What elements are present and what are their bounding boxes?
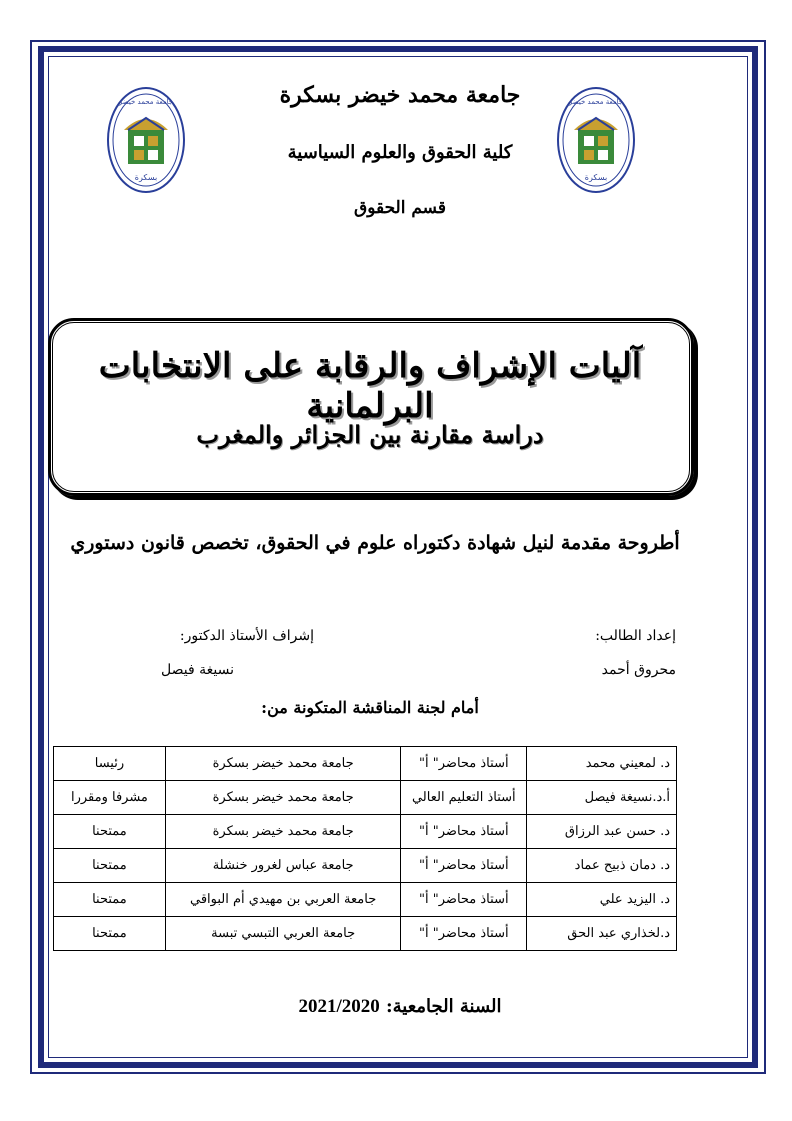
- thesis-subtitle: دراسة مقارنة بين الجزائر والمغرب: [196, 420, 544, 449]
- faculty-name: كلية الحقوق والعلوم السياسية: [287, 142, 513, 163]
- member-role: ممتحنا: [54, 917, 166, 951]
- supervisor-name: نسيغة فيصل: [161, 662, 234, 678]
- student-label: إعداد الطالب:: [595, 628, 676, 644]
- member-rank: أستاذ محاضر" أ": [401, 883, 527, 917]
- member-rank: أستاذ محاضر" أ": [401, 747, 527, 781]
- logo-caption-top: جامعة محمد خيضر: [568, 98, 624, 106]
- table-row: [54, 883, 677, 917]
- academic-year: [200, 996, 600, 1018]
- committee-title: أمام لجنة المناقشة المتكونة من:: [261, 698, 479, 717]
- member-role: رئيسا: [54, 747, 166, 781]
- committee-table: [53, 746, 677, 951]
- member-role: ممتحنا: [54, 815, 166, 849]
- member-name: أ.د.نسيغة فيصل: [527, 781, 677, 815]
- member-rank: أستاذ محاضر" أ": [401, 815, 527, 849]
- member-role: ممتحنا: [54, 849, 166, 883]
- table-row: [54, 815, 677, 849]
- logo-caption-top: جامعة محمد خيضر: [118, 98, 174, 106]
- table-row: [54, 849, 677, 883]
- member-university: جامعة العربي التبسي تبسة: [165, 917, 401, 951]
- table-row: [54, 917, 677, 951]
- member-university: جامعة محمد خيضر بسكرة: [165, 815, 401, 849]
- academic-year-label: السنة الجامعية:: [386, 996, 502, 1017]
- department-name: قسم الحقوق: [354, 198, 446, 218]
- member-name: د. حسن عبد الرزاق: [527, 815, 677, 849]
- thesis-statement: أطروحة مقدمة لنيل شهادة دكتوراه علوم في الحقوق، تخصص قانون دستوري: [70, 532, 680, 554]
- member-name: د. لمعيني محمد: [527, 747, 677, 781]
- thesis-title: آليات الإشراف والرقابة على الانتخابات البرلمانية: [98, 346, 642, 426]
- university-name: جامعة محمد خيضر بسكرة: [279, 82, 521, 108]
- member-role: مشرفا ومقررا: [54, 781, 166, 815]
- member-rank: أستاذ محاضر" أ": [401, 849, 527, 883]
- member-rank: أستاذ محاضر" أ": [401, 917, 527, 951]
- logo-caption-bottom: بسكرة: [134, 173, 158, 182]
- student-name: محروق أحمد: [601, 662, 676, 678]
- member-university: جامعة عباس لغرور خنشلة: [165, 849, 401, 883]
- member-name: د. دمان ذبيح عماد: [527, 849, 677, 883]
- member-name: د.لخذاري عبد الحق: [527, 917, 677, 951]
- member-university: جامعة محمد خيضر بسكرة: [165, 747, 401, 781]
- member-name: د. اليزيد علي: [527, 883, 677, 917]
- member-rank: أستاذ التعليم العالي: [401, 781, 527, 815]
- member-university: جامعة العربي بن مهيدي أم البواقي: [165, 883, 401, 917]
- academic-year-value: 2021/2020: [298, 996, 380, 1017]
- university-logo-left: [106, 86, 186, 194]
- member-role: ممتحنا: [54, 883, 166, 917]
- table-row: [54, 781, 677, 815]
- table-row: [54, 747, 677, 781]
- logo-caption-bottom: بسكرة: [584, 173, 608, 182]
- supervisor-label: إشراف الأستاذ الدكتور:: [179, 628, 314, 644]
- member-university: جامعة محمد خيضر بسكرة: [165, 781, 401, 815]
